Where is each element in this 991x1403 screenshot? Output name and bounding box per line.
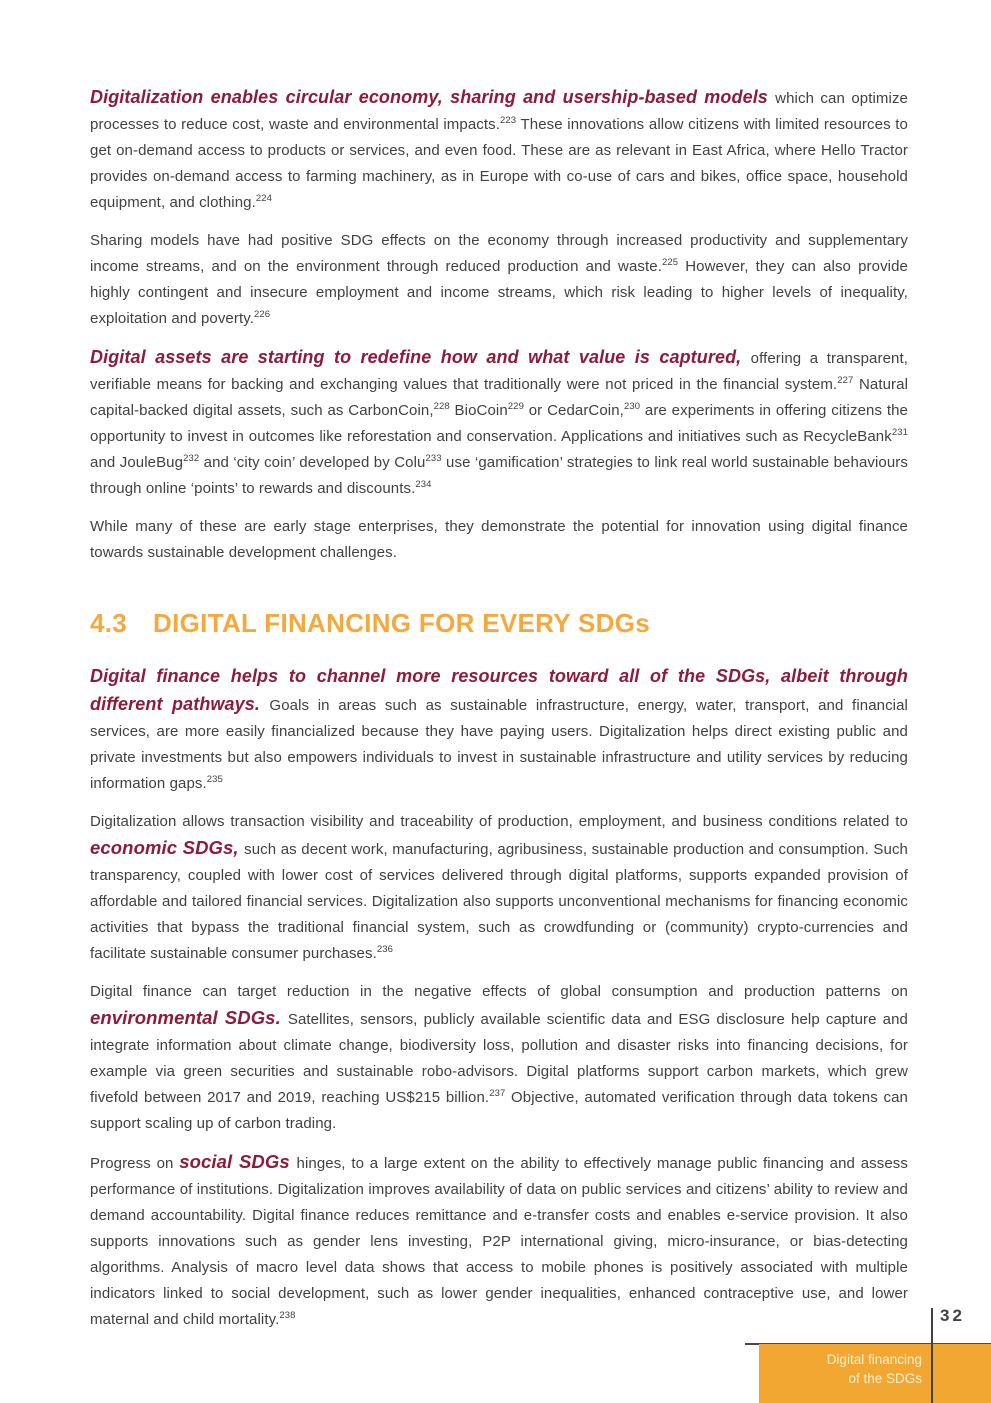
body-text-run: and ‘city coin’ developed by Colu — [199, 454, 426, 471]
inline-emphasis: economic SDGs, — [90, 837, 245, 858]
paragraph — [90, 809, 908, 967]
paragraph — [90, 84, 908, 216]
body-text-run: Satellites, sensors, publicly available scientific data and ESG disclosure help capture and integrate information about climate change, biodiversity loss, pollution and disaster risks into financing decisions, for example via green securities and sustainable robo-advisors. Digital platforms support carbon markets, which grew fivefold between 2017 and 2019, reaching US$215 billion. — [90, 1011, 908, 1106]
footnote-ref: 237 — [489, 1088, 506, 1099]
intro-section — [90, 84, 908, 566]
body-text-run: Goals in areas such as sustainable infrastructure, energy, water, transport, and financial services, are more easily financialized because they have paying users. Digitalization helps direct existing public and private investments but also empowers individuals to invest in sustainable infrastructure and utility services by reducing information gaps. — [90, 697, 908, 792]
body-text-run: While many of these are early stage enterprises, they demonstrate the potential for innovation using digital finance towards sustainable development challenges. — [90, 518, 908, 561]
footnote-ref: 227 — [837, 375, 854, 386]
body-text-run: Digitalization allows transaction visibility and traceability of production, employment, and business conditions related to — [90, 813, 908, 830]
paragraph — [90, 663, 908, 797]
footnote-ref: 234 — [415, 479, 432, 490]
footnote-ref: 231 — [891, 427, 908, 438]
inline-emphasis: social SDGs — [179, 1151, 297, 1172]
body-text-run: Objective, automated verification through data tokens can support scaling up of carbon trading. — [90, 1089, 908, 1132]
footer-tab-label — [827, 1350, 922, 1388]
paragraph-lead-in: Digital finance helps to channel more resources toward all of the SDGs, albeit through different pathways. — [90, 666, 908, 714]
footnote-ref: 235 — [206, 774, 223, 785]
paragraph — [90, 344, 908, 502]
body-text-run: are experiments in offering citizens the opportunity to invest in outcomes like reforestation and conservation. Applications and initiatives such as RecycleBank — [90, 402, 908, 445]
paragraph — [90, 979, 908, 1137]
page-number: 32 — [940, 1306, 965, 1325]
footnote-ref: 236 — [376, 944, 394, 955]
footnote-ref: 229 — [507, 401, 524, 412]
footnote-ref: 226 — [254, 309, 271, 320]
paragraph — [90, 228, 908, 332]
footer-vertical-rule — [931, 1308, 933, 1403]
footer-tab — [759, 1344, 991, 1403]
footnote-ref: 232 — [183, 453, 200, 464]
body-text-run: Progress on — [90, 1155, 180, 1172]
paragraph-lead-in: Digital assets are starting to redefine how and what value is captured, — [90, 347, 751, 367]
body-text-run: Sharing models have had positive SDG effects on the economy through increased productivity and supplementary income streams, and on the environment through reduced production and waste. — [90, 232, 908, 275]
body-text-run: such as decent work, manufacturing, agribusiness, sustainable production and consumption. Such transparency, coupled with lower cost of services delivered through digital platforms, supports expanded provision of affordable and tailored financial services. Digitalization also supports unconventional mechanisms for financing economic activities that bypass the traditional financial system, such as crowdfunding or (community) crypto-currencies and facilitate sustainable consumer purchases. — [90, 841, 908, 962]
body-text-run: or CedarCoin, — [523, 402, 624, 419]
page-content — [90, 84, 908, 1345]
footer-tab-line1: Digital financing — [826, 1352, 922, 1367]
footnote-ref: 230 — [623, 401, 641, 412]
body-text-run: which can optimize processes to reduce cost, waste and environmental impacts. — [90, 90, 908, 133]
body-text-run: offering a transparent, verifiable means for backing and exchanging values that traditionally were not priced in the financial system. — [90, 350, 908, 393]
footnote-ref: 223 — [500, 115, 517, 126]
paragraph-lead-in: Digitalization enables circular economy, sharing and usership-based models — [90, 87, 776, 107]
section-number: 4.3 — [90, 608, 128, 638]
body-text-run: use ‘gamification’ strategies to link real world sustainable behaviours through online ‘points’ to rewards and discounts. — [90, 454, 908, 497]
body-text-run: Digital finance can target reduction in the negative effects of global consumption and production patterns on — [90, 983, 908, 1000]
body-text-run: However, they can also provide highly contingent and insecure employment and income streams, which risk leading to higher levels of inequality, exploitation and poverty. — [90, 258, 908, 327]
paragraph — [90, 514, 908, 566]
footnote-ref: 228 — [433, 401, 450, 412]
paragraph — [90, 1149, 908, 1333]
sdg-section — [90, 663, 908, 1333]
body-text-run: BioCoin — [449, 402, 508, 419]
footnote-ref: 224 — [255, 193, 273, 204]
footnote-ref: 233 — [425, 453, 442, 464]
body-text-run: Natural capital-backed digital assets, such as CarbonCoin, — [90, 376, 908, 419]
footnote-ref: 225 — [662, 257, 679, 268]
body-text-run: and JouleBug — [90, 454, 184, 471]
body-text-run: These innovations allow citizens with limited resources to get on-demand access to products or services, and even food. These are as relevant in East Africa, where Hello Tractor provides on-demand access to farming machinery, as in Europe with co-use of cars and bikes, office space, household equipment, and clothing. — [90, 116, 908, 211]
section-heading — [90, 608, 908, 639]
footer-tab-line2: of the SDGs — [848, 1371, 922, 1386]
footnote-ref: 238 — [279, 1310, 296, 1321]
section-title: DIGITAL FINANCING FOR EVERY SDGs — [153, 608, 650, 638]
body-text-run: hinges, to a large extent on the ability to effectively manage public financing and assess performance of institutions. Digitalization improves availability of data on public services and citizens’ ability to review and demand accountability. Digital finance reduces remittance and e-transfer costs and enables e-service provision. It also supports innovations such as gender lens investing, P2P international giving, micro-insurance, or bias-detecting algorithms. Analysis of macro level data shows that access to mobile phones is positively associated with multiple indicators linked to social development, such as lower gender inequalities, enhanced contraceptive use, and lower maternal and child mortality. — [90, 1155, 908, 1328]
inline-emphasis: environmental SDGs. — [90, 1007, 288, 1028]
